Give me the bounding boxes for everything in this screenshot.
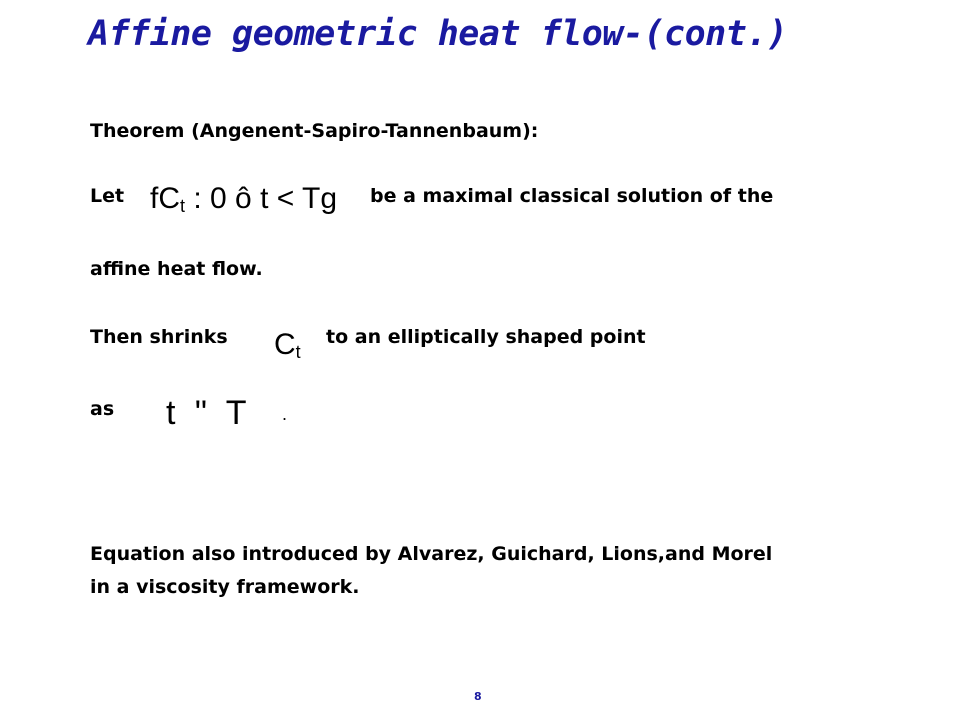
page-number: 8 [474,690,482,703]
then-prefix: Then shrinks [90,326,228,348]
math-period: . [282,404,288,424]
let-suffix: be a maximal classical solution of the [370,185,774,207]
math-range: : 0 ô t < T [185,182,321,215]
slide-title: Affine geometric heat flow-(cont.) [88,14,788,54]
math-then-curve-subscript: t [295,342,301,362]
math-curve-subscript: t [180,196,186,216]
math-brace-close: g [320,182,338,215]
equation-note-line-1: Equation also introduced by Alvarez, Guichard, Lions,and Morel [90,543,773,565]
math-then-curve [274,330,301,361]
then-suffix: to an elliptically shaped point [326,326,646,348]
math-curve-symbol: C [158,182,181,215]
equation-note-line-2: in a viscosity framework. [90,576,360,598]
math-curve-family [150,184,337,215]
as-prefix: as [90,398,115,420]
affine-heat-flow-line: affine heat flow. [90,258,263,280]
math-limit: t " T [166,394,247,432]
let-prefix: Let [90,185,125,207]
math-then-curve-symbol: C [274,328,296,361]
math-brace-open: f [150,182,159,215]
theorem-heading: Theorem (Angenent-Sapiro-Tannenbaum): [90,120,539,142]
